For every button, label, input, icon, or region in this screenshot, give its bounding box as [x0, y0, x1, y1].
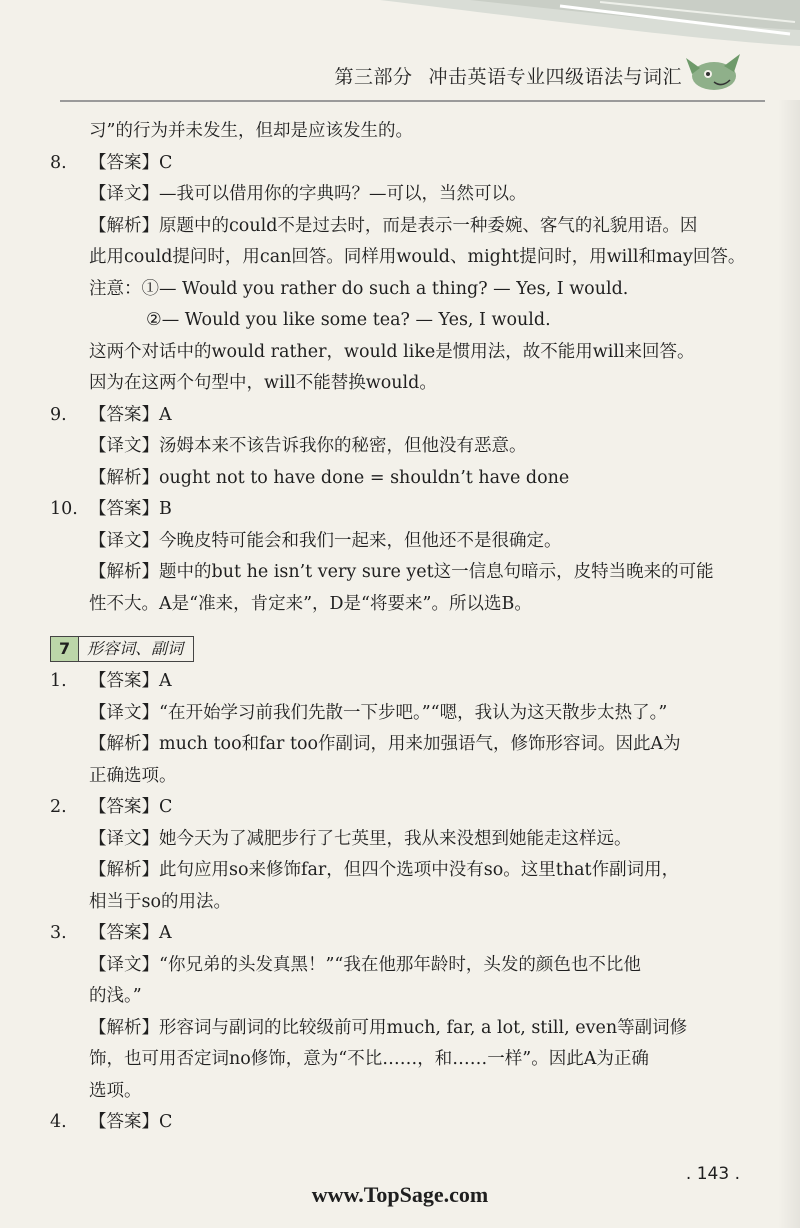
item-number: 2.	[50, 797, 67, 817]
item-number: 1.	[50, 671, 67, 691]
translation-line: 【译文】她今天为了减肥步行了七英里，我从来没想到她能走这样远。	[89, 828, 632, 849]
analysis-line: 选项。	[89, 1080, 142, 1101]
spacer	[50, 620, 766, 630]
section-title: 形容词、副词	[87, 639, 184, 658]
section-heading	[50, 636, 194, 662]
analysis-line: 正确选项。	[89, 765, 177, 786]
header-part: 第三部分	[334, 66, 413, 88]
answer-label: 【答案】A	[89, 404, 172, 425]
item-number: 4.	[50, 1112, 67, 1132]
mascot-icon	[684, 40, 744, 100]
running-header	[318, 62, 682, 89]
note-line: 注意：①— Would you rather do such a thing? — Yes, I would.	[89, 278, 629, 299]
analysis-line: 因为在这两个句型中，will不能替换would。	[89, 373, 437, 393]
analysis-line: 饰，也可用否定词no修饰，意为“不比……，和……一样”。因此A为正确	[89, 1049, 649, 1069]
answer-item-4	[50, 1107, 766, 1139]
note-line: ②— Would you like some tea? — Yes, I would.	[146, 310, 551, 330]
analysis-line: 性不大。A是“准来，肯定来”，D是“将要来”。所以选B。	[89, 593, 532, 614]
translation-line: 【译文】“在开始学习前我们先散一下步吧。”“嗯，我认为这天散步太热了。”	[89, 702, 668, 723]
analysis-line: 【解析】形容词与副词的比较级前可用much, far, a lot, still, even等副词修	[89, 1017, 688, 1038]
analysis-line: 【解析】题中的but he isn’t very sure yet这一信息句暗示，皮特当晚来的可能	[89, 562, 714, 582]
page-header	[0, 0, 800, 110]
analysis-line: 此用could提问时，用can回答。同样用would、might提问时，用will和may回答。	[89, 247, 746, 267]
header-rule	[60, 100, 765, 102]
analysis-line: 【解析】此句应用so来修饰far，但四个选项中没有so。这里that作副词用，	[89, 860, 680, 880]
translation-line: 【译文】今晚皮特可能会和我们一起来，但他还不是很确定。	[89, 530, 562, 551]
answer-item-8	[50, 148, 766, 180]
page-spine-shadow	[778, 100, 800, 1228]
answer-key-content	[50, 116, 766, 1139]
header-book-title: 冲击英语专业四级语法与词汇	[428, 66, 682, 88]
answer-item-10	[50, 494, 766, 526]
answer-label: 【答案】C	[89, 1112, 173, 1132]
item-number: 8.	[50, 152, 67, 173]
answer-label: 【答案】C	[89, 797, 173, 817]
answer-item-2	[50, 792, 766, 824]
answer-label: 【答案】A	[89, 671, 172, 691]
header-swoosh-graphic	[0, 0, 800, 110]
analysis-line: 【解析】原题中的could不是过去时，而是表示一种委婉、客气的礼貌用语。因	[89, 215, 698, 236]
answer-item-3	[50, 918, 766, 950]
answer-label: 【答案】C	[89, 152, 173, 173]
translation-line: 的浅。”	[89, 986, 142, 1006]
answer-item-9	[50, 400, 766, 432]
analysis-line: 【解析】much too和far too作副词，用来加强语气，修饰形容词。因此A为	[89, 734, 681, 754]
item-number: 10.	[50, 499, 78, 519]
page-number: . 143 .	[685, 1164, 740, 1184]
analysis-line: 这两个对话中的would rather，would like是惯用法，故不能用will来回答。	[89, 341, 695, 362]
translation-line: 【译文】“你兄弟的头发真黑！”“我在他那年龄时，头发的颜色也不比他	[89, 954, 641, 975]
item-number: 3.	[50, 923, 67, 943]
answer-label: 【答案】A	[89, 923, 172, 943]
text-line: 习”的行为并未发生，但却是应该发生的。	[89, 121, 413, 141]
answer-label: 【答案】B	[89, 499, 172, 519]
translation-line: 【译文】汤姆本来不该告诉我你的秘密，但他没有恶意。	[89, 436, 527, 456]
item-number: 9.	[50, 404, 67, 425]
translation-line: 【译文】—我可以借用你的字典吗？—可以，当然可以。	[89, 184, 527, 204]
watermark-url: www.TopSage.com	[311, 1182, 489, 1207]
analysis-line: 【解析】ought not to have done = shouldn’t have done	[89, 467, 570, 488]
section-number-badge: 7	[51, 637, 79, 661]
analysis-line: 相当于so的用法。	[89, 891, 232, 912]
answer-item-1	[50, 666, 766, 698]
